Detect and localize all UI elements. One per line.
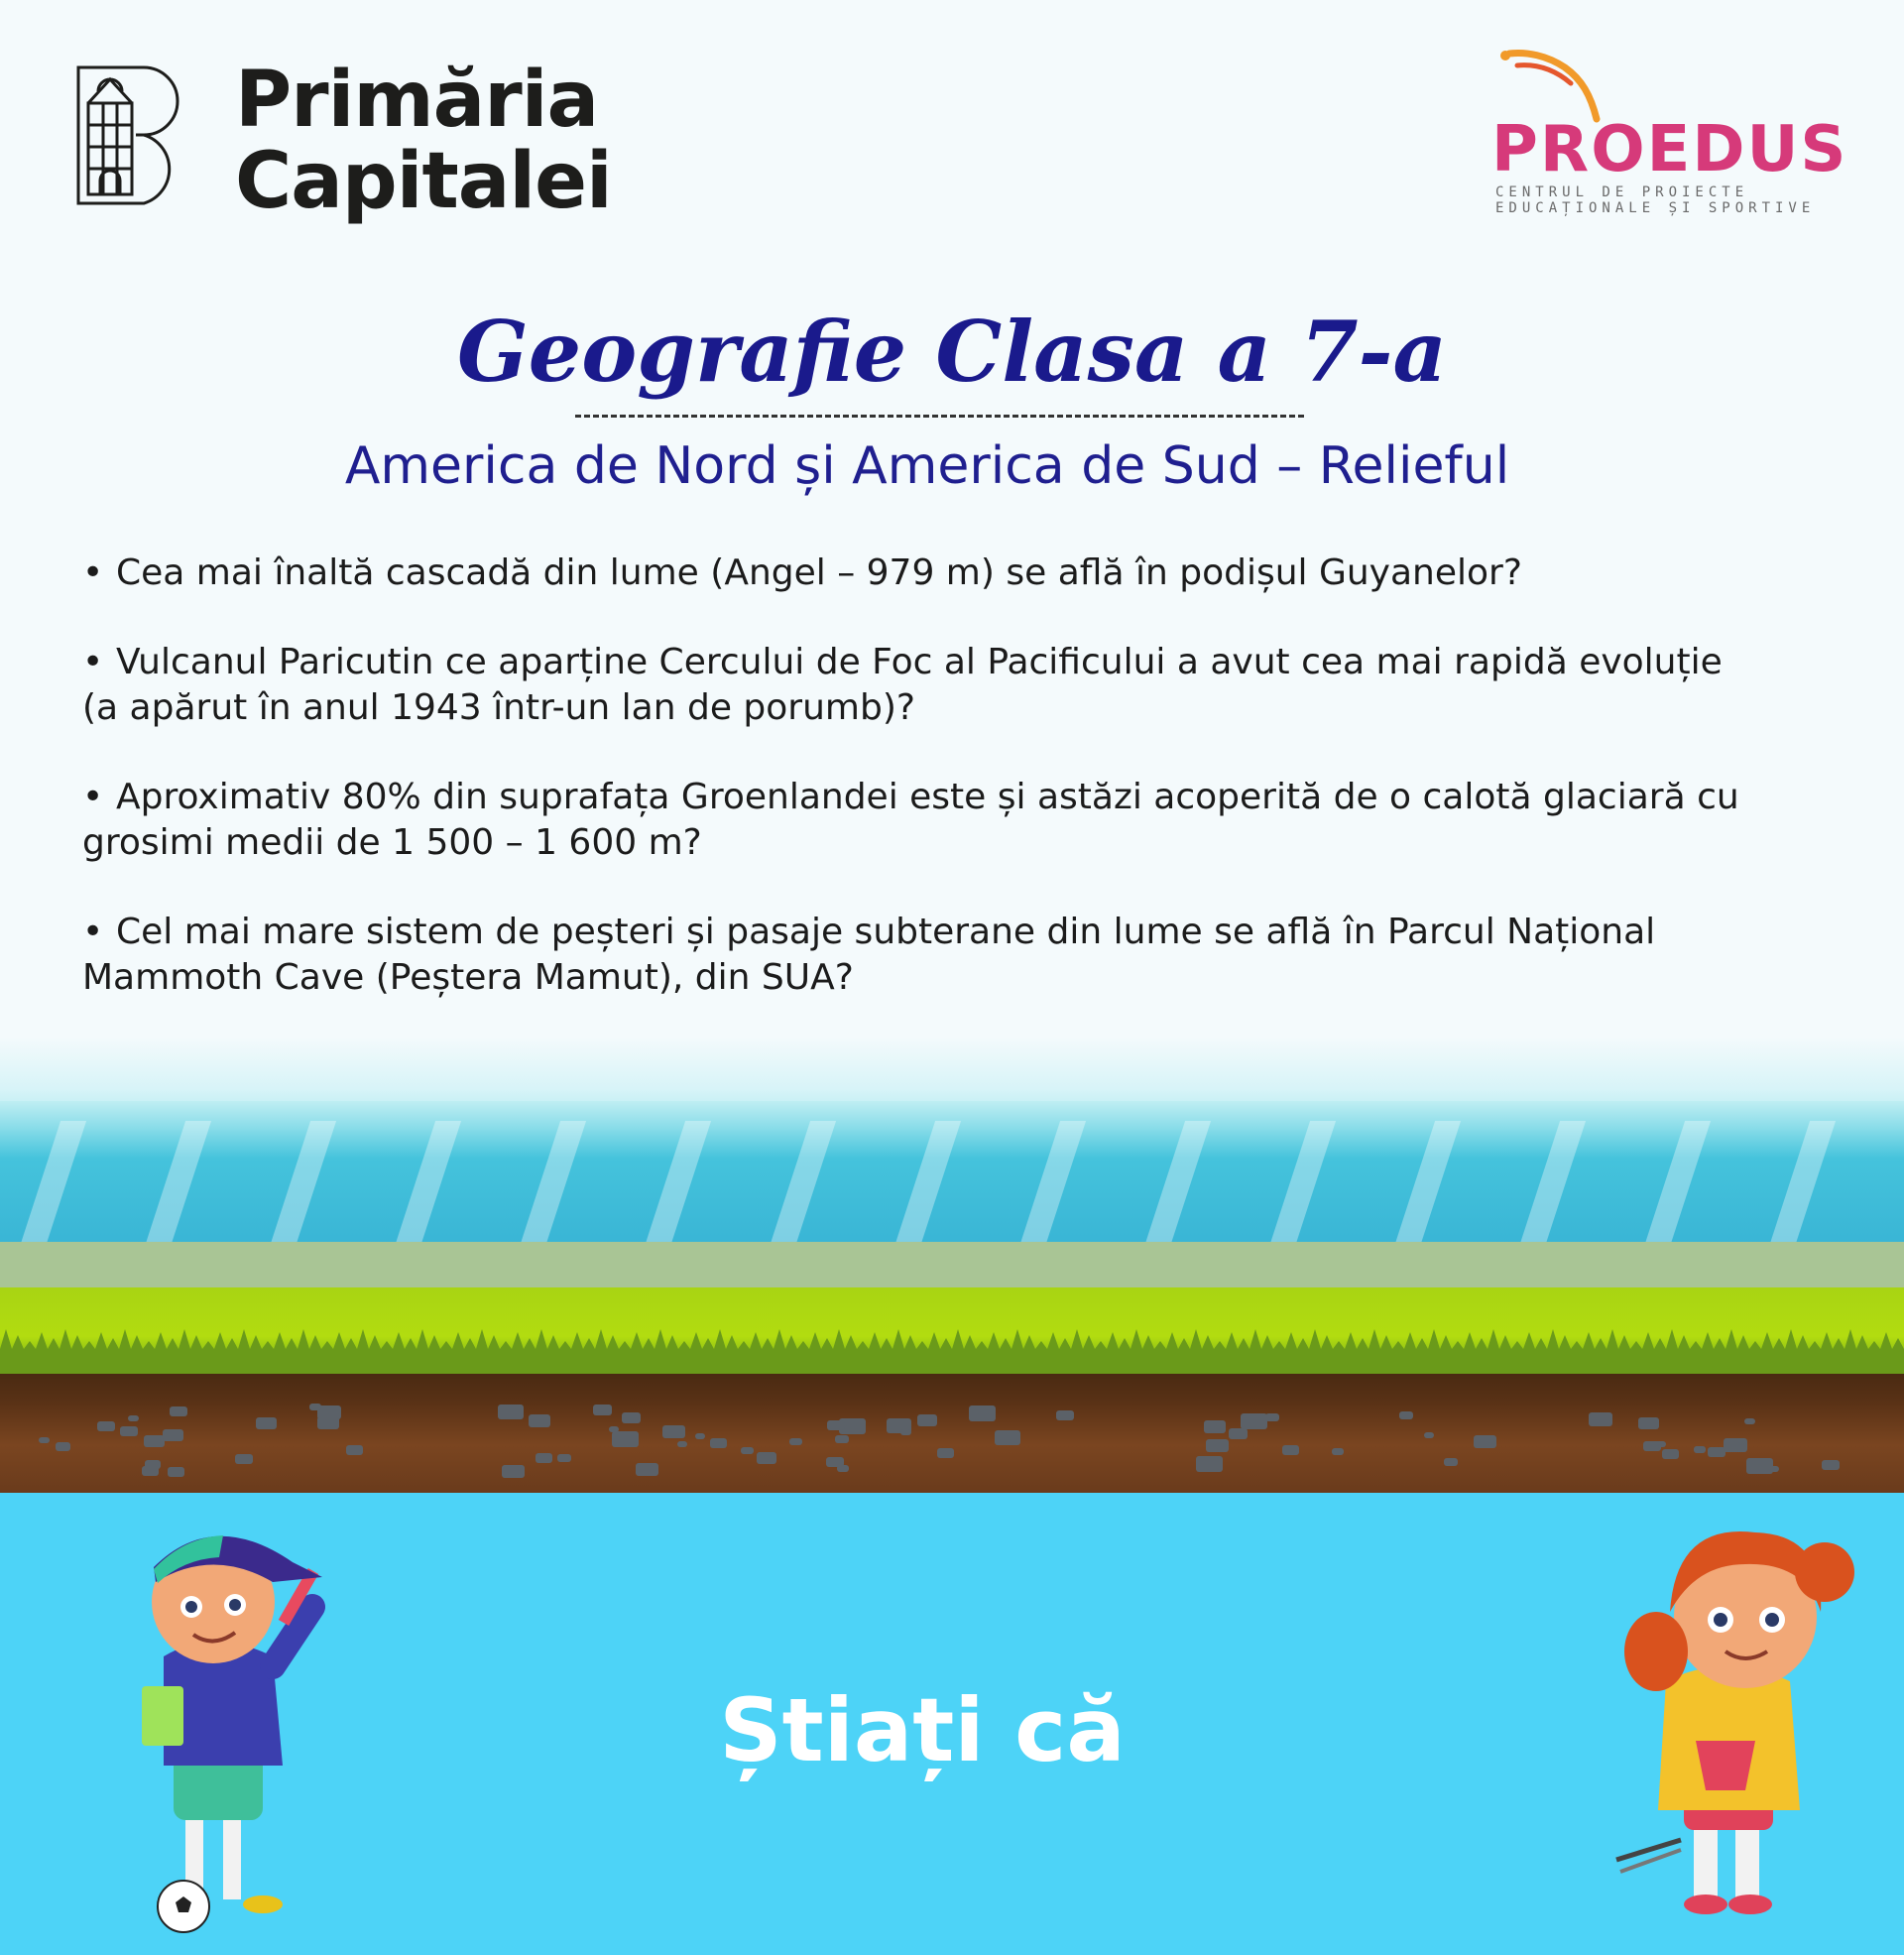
rock [39, 1437, 50, 1443]
water-stripe [893, 1121, 961, 1250]
rock [1196, 1456, 1223, 1472]
rock [1643, 1441, 1661, 1451]
rock [142, 1466, 159, 1476]
rock [1265, 1413, 1279, 1421]
rock [1424, 1432, 1434, 1438]
water-stripe [269, 1121, 336, 1250]
rock [1444, 1458, 1458, 1466]
tagline-line-1: CENTRUL DE PROIECTE [1495, 184, 1749, 200]
water-stripe [1768, 1121, 1836, 1250]
rock [612, 1431, 639, 1447]
fact-item [82, 775, 1768, 866]
rock [662, 1425, 685, 1438]
did-you-know-headline: Știați că [719, 1679, 1126, 1781]
rock [1744, 1418, 1755, 1424]
fact-item [82, 640, 1768, 731]
water-stripe [769, 1121, 836, 1250]
water-stripe [394, 1121, 461, 1250]
rock [1399, 1411, 1413, 1419]
rock [937, 1448, 954, 1458]
rock [593, 1405, 612, 1415]
rock [1822, 1460, 1840, 1470]
rock [498, 1405, 524, 1419]
page-subtitle: America de Nord și America de Sud – Relieful [344, 436, 1510, 496]
rock [1662, 1449, 1679, 1459]
rock [128, 1415, 139, 1421]
rock [1282, 1445, 1299, 1455]
building-b-icon [74, 63, 198, 207]
rock [1204, 1420, 1226, 1433]
water-stripe [1143, 1121, 1211, 1250]
tagline-line-2: EDUCAȚIONALE ȘI SPORTIVE [1495, 200, 1816, 216]
water-stripe [1268, 1121, 1336, 1250]
fact-text: Cel mai mare sistem de peșteri și pasaje subterane din lume se află în Parcul Național Mammoth Cave (Peștera Mamut), din SUA? [82, 912, 1656, 998]
rock [695, 1433, 705, 1439]
bullet-icon: • [82, 642, 104, 682]
horizon-band [0, 1037, 1904, 1111]
rock [622, 1412, 641, 1423]
rock [835, 1435, 849, 1443]
soil-with-rocks [0, 1374, 1904, 1493]
proedus-brand-text: PROEDUS [1491, 113, 1848, 186]
rock [995, 1430, 1020, 1445]
rock [636, 1463, 658, 1476]
rock [826, 1457, 844, 1467]
rock [1206, 1439, 1229, 1452]
rock [1474, 1435, 1496, 1448]
rock [56, 1442, 70, 1451]
rock [741, 1447, 754, 1454]
fact-text: Vulcanul Paricutin ce aparține Cercului de Foc al Pacificului a avut cea mai rapidă evoluție (a apărut în anul 1943 într-un lan de porumb)? [82, 642, 1723, 728]
fact-item [82, 910, 1768, 1001]
water-stripe [1518, 1121, 1586, 1250]
logo-line-2: Capitalei [235, 137, 612, 226]
water-stripe [1018, 1121, 1086, 1250]
bullet-icon: • [82, 912, 104, 952]
proedus-tagline [1495, 184, 1843, 216]
rock [1332, 1448, 1344, 1455]
rock [917, 1414, 937, 1426]
fact-text: Aproximativ 80% din suprafața Groenlandei este și astăzi acoperită de o calotă glaciară cu grosimi medii de 1 500 – 1 600 m? [82, 777, 1739, 863]
path-strip [0, 1242, 1904, 1289]
water-stripe [144, 1121, 211, 1250]
grass-strip [0, 1287, 1904, 1377]
rock [256, 1417, 277, 1429]
rock [900, 1429, 911, 1435]
water-illustration [0, 1101, 1904, 1245]
rock [170, 1406, 187, 1416]
water-stripe [1393, 1121, 1461, 1250]
rock [677, 1441, 687, 1447]
logo-line-1: Primăria [235, 56, 599, 145]
rock [1638, 1417, 1659, 1429]
rock [969, 1405, 996, 1421]
water-stripe [19, 1121, 86, 1250]
proedus-logo [1488, 50, 1848, 228]
rock [529, 1414, 550, 1427]
rock [757, 1452, 776, 1464]
bullet-icon: • [82, 777, 104, 817]
rock [1724, 1438, 1747, 1452]
rock [536, 1453, 552, 1463]
rock [1056, 1410, 1074, 1420]
rock [710, 1438, 727, 1448]
facts-list [82, 550, 1768, 1044]
fact-item [82, 550, 1768, 596]
title-divider [575, 415, 1304, 418]
rock [1694, 1446, 1706, 1453]
rock [317, 1416, 339, 1429]
rock [309, 1404, 321, 1410]
page-title: Geografie Clasa a 7-a [457, 303, 1447, 401]
bullet-icon: • [82, 552, 104, 593]
rock [120, 1426, 138, 1436]
rock [235, 1454, 253, 1464]
water-stripe [1643, 1121, 1711, 1250]
primaria-capitalei-logo [74, 56, 630, 238]
water-stripe [519, 1121, 586, 1250]
rock [346, 1445, 363, 1455]
rock [1746, 1458, 1773, 1474]
primaria-logo-text [235, 56, 612, 226]
rock [609, 1426, 619, 1432]
rock [144, 1435, 165, 1447]
rock [502, 1465, 525, 1478]
rock [1241, 1413, 1267, 1429]
rock [168, 1467, 184, 1477]
water-stripe [644, 1121, 711, 1250]
rock [163, 1429, 183, 1441]
grass-blades [0, 1287, 1904, 1377]
rock [1589, 1412, 1612, 1426]
rock [557, 1454, 571, 1462]
rock [1229, 1428, 1248, 1439]
rock [827, 1420, 845, 1430]
rock [789, 1438, 802, 1445]
rock [97, 1421, 115, 1431]
fact-text: Cea mai înaltă cascadă din lume (Angel – 979 m) se află în podișul Guyanelor? [116, 552, 1522, 593]
